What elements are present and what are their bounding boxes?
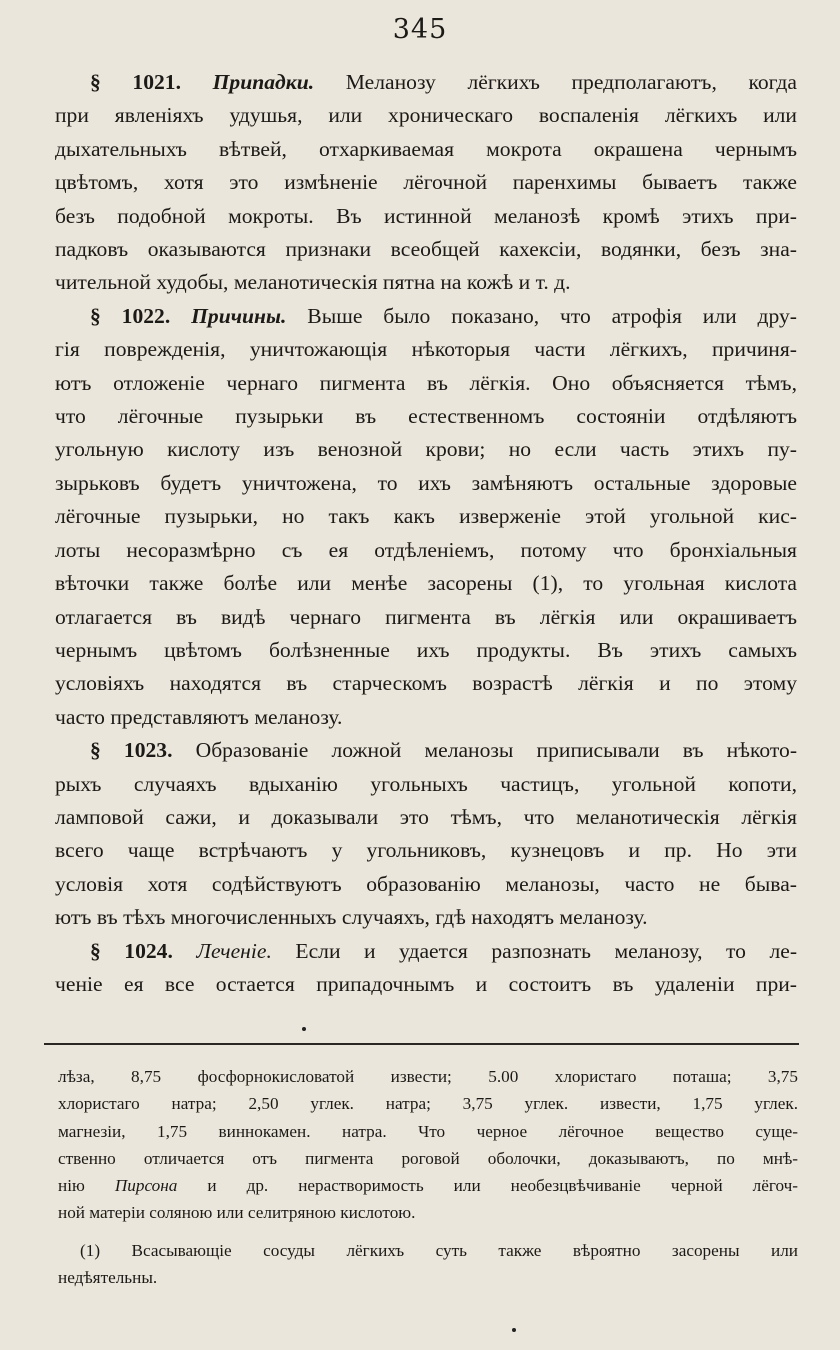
- paragraph-1021: [55, 66, 797, 300]
- author-name: Пирсона: [114, 1176, 178, 1196]
- text-line: цвѣтомъ, хотя это измѣненіе лёгочной паренхимы бываетъ также: [55, 170, 797, 195]
- section-title: Припадки.: [212, 70, 315, 94]
- text-line: что лёгочные пузырьки въ естественномъ состояніи отдѣляютъ: [55, 404, 797, 429]
- footnote-separator: [44, 1043, 799, 1045]
- text-line: ютъ отложеніе чернаго пигмента въ лёгкія. Оно объясняется тѣмъ,: [55, 370, 797, 395]
- paragraph-1024: [55, 935, 797, 1002]
- text-line: [55, 66, 797, 99]
- text-line: угольную кислоту изъ венозной крови; но если часть этихъ пу-: [55, 437, 797, 462]
- footnote-line: ной матеріи соляною или селитряною кислотою.: [58, 1203, 416, 1223]
- text-line: рыхъ случаяхъ вдыханію угольныхъ частицъ, угольной копоти,: [55, 771, 797, 796]
- text-line: гія поврежденія, уничтожающія нѣкоторыя части лёгкихъ, причиня-: [55, 337, 797, 362]
- ink-speck: [512, 1328, 516, 1332]
- text-line: лёгочные пузырьки, но такъ какъ изверженіе этой угольной кис-: [55, 504, 797, 529]
- footnotes: [58, 1063, 798, 1291]
- text-line: дыхательныхъ вѣтвей, отхаркиваемая мокрота окрашена чернымъ: [55, 136, 797, 161]
- text-line: ченіе ея все остается припадочнымъ и состоитъ въ удаленіи при-: [55, 971, 797, 996]
- section-number: § 1024.: [90, 938, 173, 963]
- text-fragment: и др. нерастворимость или необезцвѣчиваніе черной лёгоч-: [207, 1176, 799, 1196]
- ink-speck: [302, 1027, 306, 1031]
- text-line: ламповой сажи, и доказывали это тѣмъ, что меланотическія лёгкія: [55, 804, 797, 829]
- text-line: чительной худобы, меланотическія пятна на кожѣ и т. д.: [55, 270, 571, 295]
- text-line: чернымъ цвѣтомъ болѣзненные ихъ продукты. Въ этихъ самыхъ: [55, 637, 797, 662]
- text-line: безъ подобной мокроты. Въ истинной меланозѣ кромѣ этихъ при-: [55, 203, 797, 228]
- text-line: лоты несоразмѣрно съ ея отдѣленіемъ, потому что бронхіальныя: [55, 537, 797, 562]
- page-number: 345: [392, 14, 448, 45]
- paragraph-1022: [55, 300, 797, 734]
- text-line: ютъ въ тѣхъ многочисленныхъ случаяхъ, гдѣ находятъ меланозу.: [55, 905, 648, 930]
- text-line: условія хотя содѣйствуютъ образованію меланозы, часто не быва-: [55, 871, 797, 896]
- section-number: § 1023.: [90, 738, 173, 763]
- text-line: зырьковъ будетъ уничтожена, то ихъ замѣняютъ остальные здоровые: [55, 470, 797, 495]
- text-fragment: Образованіе ложной меланозы приписывали въ нѣкото-: [195, 738, 798, 763]
- footnote-line: ственно отличается отъ пигмента роговой оболочки, доказываютъ, по мнѣ-: [58, 1148, 798, 1168]
- footnote-line: хлористаго натра; 2,50 углек. натра; 3,75 углек. извести, 1,75 углек.: [58, 1094, 798, 1114]
- text-fragment: нію: [58, 1176, 85, 1196]
- text-line: падковъ оказываются признаки всеобщей кахексіи, водянки, безъ зна-: [55, 237, 797, 262]
- footnote-line: недѣятельны.: [58, 1268, 158, 1288]
- text-line: [55, 734, 797, 767]
- text-line: часто представляютъ меланозу.: [55, 704, 343, 729]
- text-fragment: Если и удается разпознать меланозу, то ле-: [295, 938, 798, 963]
- text-line: при явленіяхъ удушья, или хроническаго воспаленія лёгкихъ или: [55, 103, 797, 128]
- text-line: условіяхъ находятся въ старческомъ возрастѣ лёгкія и по этому: [55, 671, 797, 696]
- footnote-line: лѣза, 8,75 фосфорнокисловатой извести; 5.00 хлористаго поташа; 3,75: [58, 1067, 798, 1086]
- main-text: [55, 66, 797, 1001]
- footnote-1: (1) Всасывающіе сосуды лёгкихъ суть также вѣроятно засорены или: [80, 1240, 798, 1260]
- text-line: всего чаще встрѣчаютъ у угольниковъ, кузнецовъ и пр. Но эти: [55, 838, 797, 863]
- text-line: отлагается въ видѣ чернаго пигмента въ лёгкія или окрашиваетъ: [55, 604, 797, 629]
- text-line: [55, 300, 797, 333]
- text-fragment: Выше было показано, что атрофія или дру-: [307, 303, 798, 328]
- section-title: Причины.: [191, 303, 287, 328]
- text-line: [55, 935, 797, 968]
- text-fragment: Меланозу лёгкихъ предполагаютъ, когда: [345, 70, 797, 94]
- paragraph-1023: [55, 734, 797, 934]
- section-number: § 1021.: [90, 70, 182, 94]
- section-number: § 1022.: [90, 303, 171, 328]
- footnote-line: [58, 1172, 798, 1199]
- section-title: Леченіе.: [196, 938, 272, 963]
- footnote-line: магнезіи, 1,75 виннокамен. натра. Что черное лёгочное вещество суще-: [58, 1121, 798, 1141]
- text-line: вѣточки также болѣе или менѣе засорены (1), то угольная кислота: [55, 571, 797, 596]
